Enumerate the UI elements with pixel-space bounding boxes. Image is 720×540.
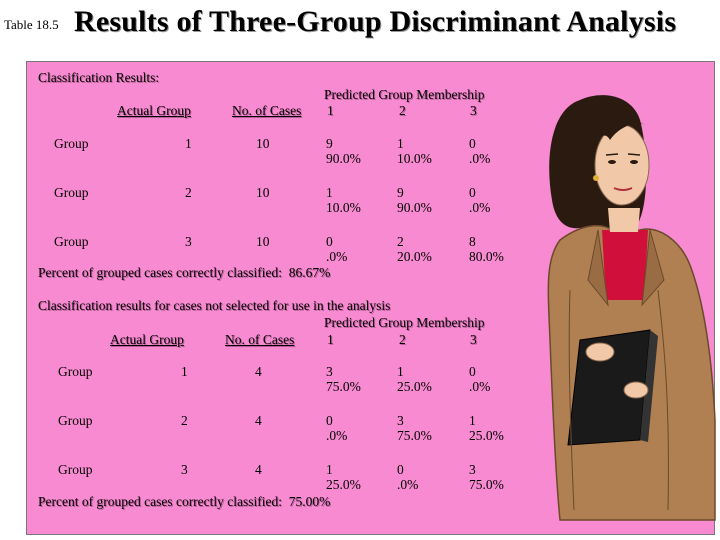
- section2-row-cases: 4: [255, 413, 262, 428]
- section2-heading: Classification results for cases not selected for use in the analysis: [38, 298, 391, 313]
- cell-count: 9: [326, 136, 333, 151]
- cell-count: 0: [469, 364, 476, 379]
- section1-row-group: 2: [185, 185, 192, 200]
- section2-percent: [38, 494, 330, 509]
- section1-percent-value: 86.67%: [288, 265, 331, 280]
- section2-cell: [469, 413, 504, 443]
- cell-count: 0: [469, 136, 476, 151]
- section2-col-pred-3: 3: [470, 332, 477, 347]
- section1-cell: [397, 185, 432, 215]
- hand-left: [586, 343, 614, 361]
- cell-percent: .0%: [469, 379, 491, 394]
- section1-col-pred-2: 2: [399, 103, 406, 118]
- brow-right: [628, 154, 640, 155]
- section2-row-cases: 4: [255, 462, 262, 477]
- neck-shape: [608, 208, 640, 232]
- section2-col-pred-underline: [327, 332, 532, 347]
- cell-count: 1: [397, 364, 404, 379]
- cell-count: 3: [397, 413, 404, 428]
- cell-percent: 90.0%: [397, 200, 432, 215]
- section2-percent-value: 75.00%: [288, 494, 331, 509]
- section2-row-group: 3: [181, 462, 188, 477]
- page-title: Results of Three-Group Discriminant Analysis: [74, 5, 677, 38]
- cell-count: 1: [397, 136, 404, 151]
- cell-percent: .0%: [326, 428, 348, 443]
- section2-row-cases: 4: [255, 364, 262, 379]
- section1-cell: [469, 136, 490, 166]
- section1-col-actual: Actual Group: [117, 103, 191, 118]
- section1-col-cases: No. of Cases: [232, 103, 302, 118]
- section2-predicted-header: Predicted Group Membership: [324, 315, 485, 330]
- cell-count: 0: [326, 234, 333, 249]
- section1-row-cases: 10: [256, 185, 270, 200]
- hand-right: [624, 382, 648, 398]
- section2-cell: [397, 462, 418, 492]
- section1-heading: Classification Results:: [38, 70, 160, 85]
- blouse-shape: [602, 230, 648, 300]
- cell-count: 1: [326, 185, 333, 200]
- section1-col-pred-3: 3: [470, 103, 477, 118]
- section2-cell: [397, 413, 432, 443]
- cell-percent: .0%: [397, 477, 419, 492]
- brow-left: [606, 154, 618, 155]
- cell-count: 2: [397, 234, 404, 249]
- earring: [593, 175, 599, 181]
- section1-row-group: 3: [185, 234, 192, 249]
- section1-col-pred-underline: [327, 103, 532, 118]
- section2-percent-text: Percent of grouped cases correctly classified:: [38, 494, 283, 509]
- section1-row-label: Group: [54, 234, 89, 249]
- cell-percent: .0%: [326, 249, 348, 264]
- section1-row-group: 1: [185, 136, 192, 151]
- table-number: Table 18.5: [4, 17, 59, 32]
- section1-row-label: Group: [54, 185, 89, 200]
- section2-cell: [469, 462, 504, 492]
- cell-percent: .0%: [469, 200, 491, 215]
- section2-col-cases: No. of Cases: [225, 332, 295, 347]
- cell-percent: .0%: [469, 151, 491, 166]
- cell-count: 3: [469, 462, 476, 477]
- cell-percent: 20.0%: [397, 249, 432, 264]
- cell-percent: 25.0%: [397, 379, 432, 394]
- section2-cell: [326, 364, 361, 394]
- cell-percent: 75.0%: [469, 477, 504, 492]
- section1-predicted-header: Predicted Group Membership: [324, 87, 485, 102]
- cell-percent: 10.0%: [397, 151, 432, 166]
- section1-row-cases: 10: [256, 234, 270, 249]
- section2-col-pred-1: 1: [327, 332, 334, 347]
- section1-cell: [469, 185, 490, 215]
- face-shape: [595, 125, 649, 205]
- section2-cell: [326, 413, 347, 443]
- section2-cell: [397, 364, 432, 394]
- section2-row-label: Group: [58, 413, 93, 428]
- cell-percent: 90.0%: [326, 151, 361, 166]
- businesswoman-illustration: [540, 90, 718, 530]
- cell-percent: 75.0%: [397, 428, 432, 443]
- cell-percent: 25.0%: [469, 428, 504, 443]
- eye-right: [630, 160, 638, 164]
- section2-row-label: Group: [58, 364, 93, 379]
- cell-count: 0: [326, 413, 333, 428]
- cell-percent: 80.0%: [469, 249, 504, 264]
- section2-cell: [469, 364, 490, 394]
- cell-count: 9: [397, 185, 404, 200]
- eye-left: [608, 160, 616, 164]
- cell-count: 1: [326, 462, 333, 477]
- section1-row-cases: 10: [256, 136, 270, 151]
- cell-percent: 25.0%: [326, 477, 361, 492]
- cell-count: 0: [469, 185, 476, 200]
- section1-row-label: Group: [54, 136, 89, 151]
- section1-col-pred-1: 1: [327, 103, 334, 118]
- section2-col-pred-2: 2: [399, 332, 406, 347]
- section2-row-label: Group: [58, 462, 93, 477]
- section1-cell: [326, 136, 361, 166]
- section1-cell: [326, 185, 361, 215]
- section2-cell: [326, 462, 361, 492]
- section2-col-actual: Actual Group: [110, 332, 184, 347]
- section1-cell: [397, 136, 432, 166]
- section1-percent: [38, 265, 330, 280]
- cell-count: 8: [469, 234, 476, 249]
- cell-count: 3: [326, 364, 333, 379]
- section1-cell: [397, 234, 432, 264]
- cell-count: 0: [397, 462, 404, 477]
- section2-row-group: 1: [181, 364, 188, 379]
- section1-cell: [326, 234, 347, 264]
- cell-percent: 10.0%: [326, 200, 361, 215]
- section2-row-group: 2: [181, 413, 188, 428]
- cell-percent: 75.0%: [326, 379, 361, 394]
- section1-cell: [469, 234, 504, 264]
- section1-percent-text: Percent of grouped cases correctly classified:: [38, 265, 283, 280]
- cell-count: 1: [469, 413, 476, 428]
